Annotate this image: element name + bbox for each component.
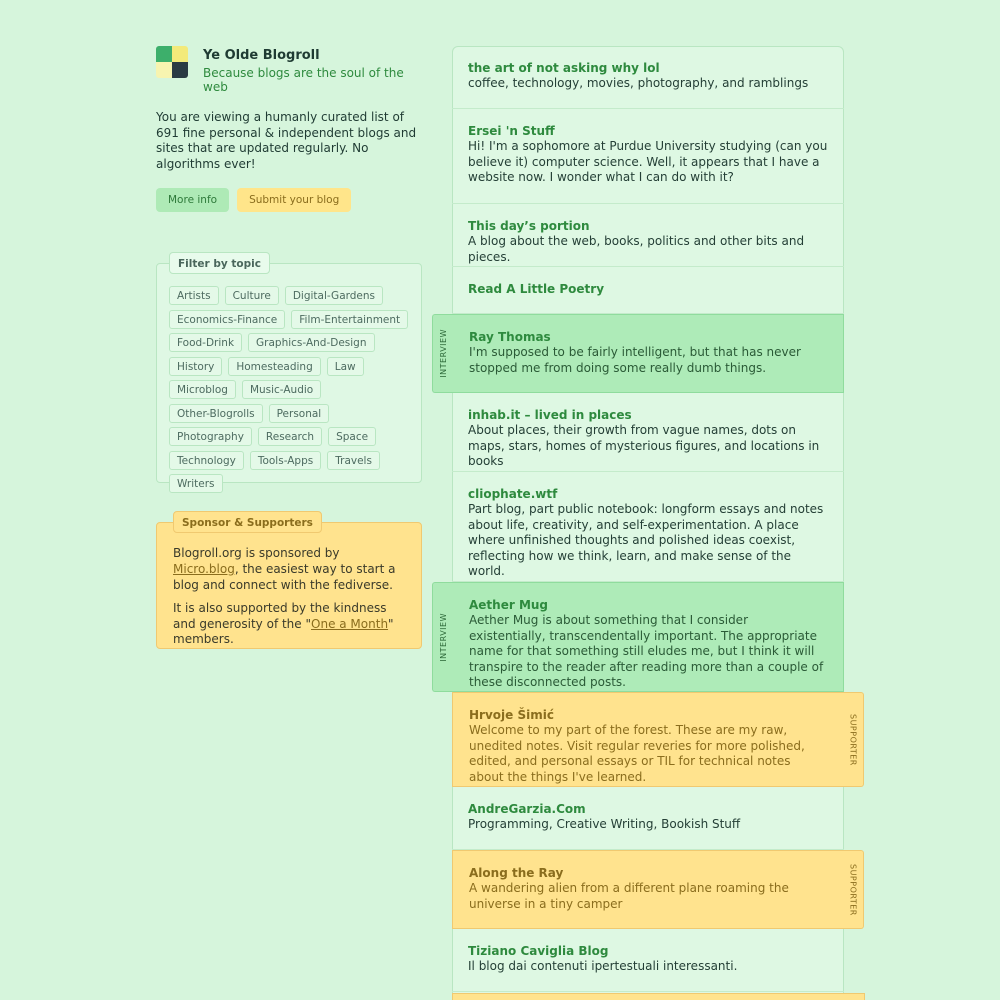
blog-entry[interactable] [452,109,844,204]
blog-description: Programming, Creative Writing, Bookish Stuff [468,817,741,831]
logo-quadrant-cream [156,62,172,78]
blog-description: Aether Mug is about something that I consider existentially, transcendentally important. The appropriate name for that something still eludes me, but I think it will transpire to the reader after reading more than a couple of these disconnected posts. [469,613,824,690]
supporter-tag-label: SUPPORTER [848,863,858,916]
blog-entry[interactable] [452,929,844,992]
action-buttons [156,188,422,212]
blog-entry[interactable] [452,393,844,472]
topic-microblog[interactable]: Microblog [169,380,236,399]
blog-title[interactable]: Hrvoje Šimić [469,708,554,722]
topic-list [169,286,409,493]
sponsor-text [173,546,405,593]
sponsor-text-part: Blogroll.org is sponsored by [173,546,340,561]
blog-entry[interactable] [438,314,844,393]
partial-supporter-entry[interactable] [452,993,865,1000]
topic-digital-gardens[interactable]: Digital-Gardens [285,286,383,305]
topic-economics-finance[interactable]: Economics-Finance [169,310,285,329]
topic-homesteading[interactable]: Homesteading [228,357,320,376]
topic-writers[interactable]: Writers [169,474,223,493]
blog-title[interactable]: Read A Little Poetry [468,282,605,296]
topic-history[interactable]: History [169,357,222,376]
blog-entry[interactable] [438,582,844,692]
site-tagline: Because blogs are the soul of the web [203,66,404,94]
blog-description: A wandering alien from a different plane roaming the universe in a tiny camper [469,881,789,911]
blog-description: Hi! I'm a sophomore at Purdue University studying (can you believe it) computer science. Well, it appears that I have a website now. I wonder what I can do with it? [468,139,828,185]
supporters-text-part: It is also supported by the kindness and generosity of the " [173,601,387,631]
topic-technology[interactable]: Technology [169,451,244,470]
topic-graphics-and-design[interactable]: Graphics-And-Design [248,333,374,352]
blog-entry[interactable] [452,472,844,582]
topic-music-audio[interactable]: Music-Audio [242,380,321,399]
sponsor-legend: Sponsor & Supporters [173,511,322,533]
blog-title[interactable]: inhab.it – lived in places [468,408,632,422]
filter-legend: Filter by topic [169,252,270,274]
topic-artists[interactable]: Artists [169,286,219,305]
blogroll-logo-icon[interactable] [156,46,188,78]
submit-blog-button[interactable]: Submit your blog [237,188,351,212]
supporters-text-part: " members. [173,616,394,647]
blog-title[interactable]: Aether Mug [469,598,549,612]
supporter-tag-label: SUPPORTER [848,713,858,766]
topic-tools-apps[interactable]: Tools-Apps [250,451,321,470]
interview-tag-label: INTERVIEW [438,329,448,378]
sidebar [156,46,422,649]
one-a-month-link[interactable]: One a Month [311,616,389,631]
blog-entry[interactable] [452,46,844,109]
blog-title[interactable]: Along the Ray [469,866,564,880]
blog-description: A blog about the web, books, politics and other bits and pieces. [468,234,805,264]
supporters-text [173,601,405,648]
blog-description: coffee, technology, movies, photography, and ramblings [468,76,809,90]
blog-title[interactable]: AndreGarzia.Com [468,802,586,816]
blog-list [438,46,858,1000]
logo-quadrant-yellow [172,46,188,62]
logo-quadrant-green [156,46,172,62]
topic-personal[interactable]: Personal [269,404,330,423]
blog-entry[interactable] [452,787,844,850]
blog-title[interactable]: cliophate.wtf [468,487,558,501]
interview-tag-label: INTERVIEW [438,612,448,662]
topic-research[interactable]: Research [258,427,322,446]
topic-food-drink[interactable]: Food-Drink [169,333,242,352]
interview-tag [432,314,453,393]
blog-description: About places, their growth from vague names, dots on maps, stars, homes of mysterious figures, and locations in books [468,423,820,469]
topic-travels[interactable]: Travels [327,451,380,470]
topic-space[interactable]: Space [328,427,376,446]
blog-title[interactable]: This day’s portion [468,219,590,233]
topic-film-entertainment[interactable]: Film-Entertainment [291,310,408,329]
more-info-button[interactable]: More info [156,188,229,212]
blog-title[interactable]: Ray Thomas [469,330,551,344]
micro-blog-link[interactable]: Micro.blog [173,561,235,576]
blog-title[interactable]: Ersei 'n Stuff [468,124,555,138]
topic-law[interactable]: Law [327,357,364,376]
topic-culture[interactable]: Culture [225,286,279,305]
blog-description: Welcome to my part of the forest. These are my raw, unedited notes. Visit regular reveries for more polished, edited, and personal essays or TIL for technical notes about the things I've learned. [469,723,805,784]
sponsor-text-part: , the easiest way to start a blog and connect with the fediverse. [173,561,396,592]
logo-quadrant-dark [172,62,188,78]
supporter-tag [843,850,864,929]
interview-tag [432,582,453,692]
topic-photography[interactable]: Photography [169,427,252,446]
sponsor-box [156,517,422,649]
blog-description: I'm supposed to be fairly intelligent, but that has never stopped me from doing some really dumb things. [469,345,801,375]
brand [156,46,422,94]
site-title[interactable]: Ye Olde Blogroll [203,48,320,63]
topic-other-blogrolls[interactable]: Other-Blogrolls [169,404,263,423]
blog-entry[interactable] [452,850,858,929]
blog-entry[interactable] [452,204,844,267]
intro-text: You are viewing a humanly curated list of 691 fine personal & independent blogs and sites that are updated regularly. No algorithms ever! [156,110,417,171]
blog-entry[interactable] [452,267,844,314]
blog-title[interactable]: the art of not asking why lol [468,61,660,75]
blog-entry[interactable] [452,692,858,787]
blog-description: Il blog dai contenuti ipertestuali interessanti. [468,959,738,973]
blog-description: Part blog, part public notebook: longform essays and notes about life, creativity, and self-experimentation. A place where unfinished thoughts and polished ideas coexist, reflecting how we think, learn, and make sense of the world. [468,502,824,579]
supporter-tag [843,692,864,787]
blog-title[interactable]: Tiziano Caviglia Blog [468,944,609,958]
brand-text [203,46,422,94]
topic-filter [156,258,422,491]
